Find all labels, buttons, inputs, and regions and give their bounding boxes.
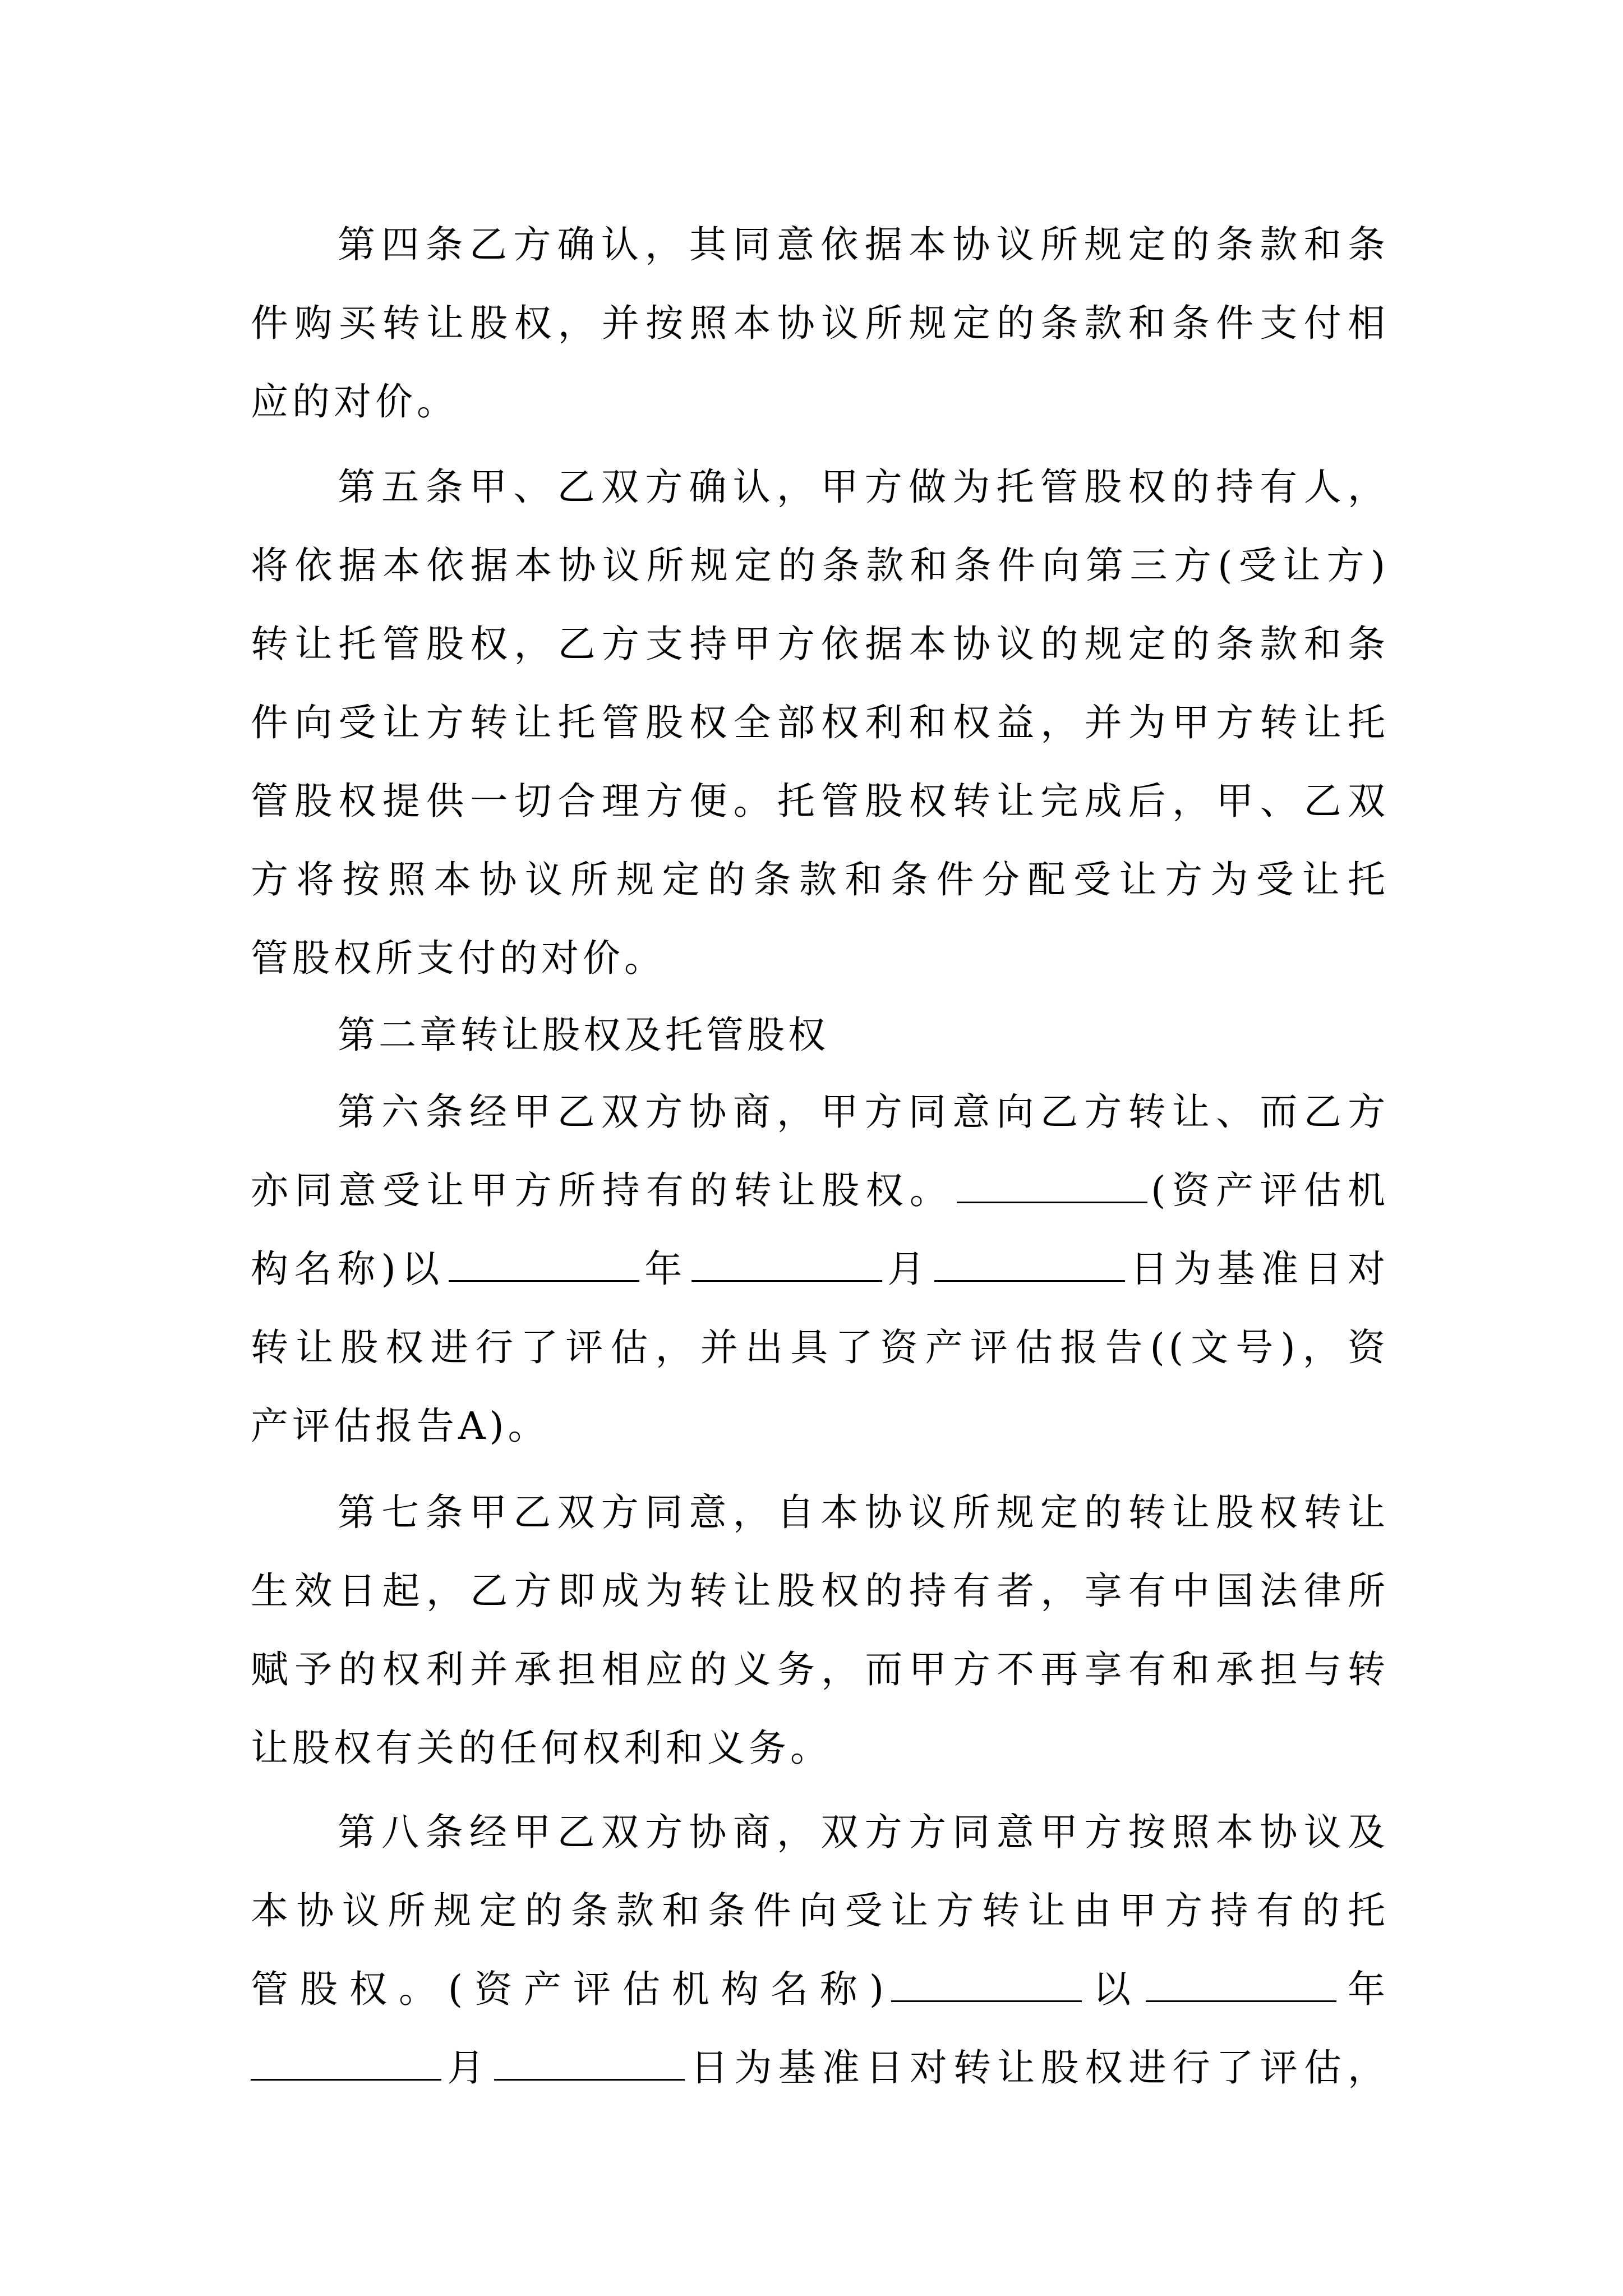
article-8-line-2: 本协议所规定的条款和条件向受让方转让由甲方持有的托 <box>251 1889 1389 1932</box>
day-blank[interactable] <box>934 1248 1125 1282</box>
article-6-line-2 <box>251 1151 1389 1230</box>
article-5-line-6: 方将按照本协议所规定的条款和条件分配受让方为受让托 <box>251 858 1389 901</box>
article-4-line-3: 应的对价。 <box>251 380 458 424</box>
article-8-line-4-text: 日为基准日对转让股权进行了评估， <box>688 2046 1390 2090</box>
article-7-line-3: 赋予的权利并承担相应的义务，而甲方不再享有和承担与转 <box>251 1648 1389 1691</box>
article-6-line-2-text-b: (资产评估机 <box>1151 1168 1390 1212</box>
article-6-line-5: 产评估报告A)。 <box>251 1404 550 1448</box>
asset-evaluator-name-blank[interactable] <box>957 1169 1147 1203</box>
month-blank-2[interactable] <box>251 2046 441 2081</box>
month-blank[interactable] <box>691 1248 882 1282</box>
article-6-line-2-text-a: 亦同意受让甲方所持有的转让股权。 <box>251 1168 954 1212</box>
article-5-line-2: 将依据本依据本协议所规定的条款和条件向第三方(受让方) <box>251 544 1389 587</box>
article-8-line-1: 第八条经甲乙双方协商，双方方同意甲方按照本协议及 <box>338 1810 1389 1854</box>
article-8-line-3-text-b: 以 <box>1085 1967 1143 2011</box>
month-label: 月 <box>885 1247 931 1291</box>
article-8-line-4 <box>251 2028 1389 2107</box>
article-7-line-2: 生效日起，乙方即成为转让股权的持有者，享有中国法律所 <box>251 1569 1389 1613</box>
article-5-line-1: 第五条甲、乙双方确认，甲方做为托管股权的持有人， <box>338 465 1389 509</box>
year-label-2: 年 <box>1340 1967 1390 2011</box>
year-label: 年 <box>642 1247 688 1291</box>
year-blank[interactable] <box>449 1248 639 1282</box>
chapter-2-title: 第二章转让股权及托管股权 <box>338 1013 829 1057</box>
article-8-line-3-text-a: 管股权。(资产评估机构名称) <box>251 1967 888 2011</box>
article-4-line-2: 件购买转让股权，并按照本协议所规定的条款和条件支付相 <box>251 301 1389 345</box>
article-7-line-4: 让股权有关的任何权利和义务。 <box>251 1726 832 1770</box>
article-8-line-3 <box>251 1950 1389 2028</box>
article-5-line-5: 管股权提供一切合理方便。托管股权转让完成后，甲、乙双 <box>251 779 1389 823</box>
article-6-line-3-text-a: 构名称)以 <box>251 1247 445 1291</box>
day-blank-2[interactable] <box>494 2046 685 2081</box>
article-6-line-1: 第六条经甲乙双方协商，甲方同意向乙方转让、而乙方 <box>338 1090 1389 1134</box>
article-5-line-7: 管股权所支付的对价。 <box>251 936 666 980</box>
article-7-line-1: 第七条甲乙双方同意，自本协议所规定的转让股权转让 <box>338 1490 1389 1534</box>
article-5-line-3: 转让托管股权，乙方支持甲方依据本协议的规定的条款和条 <box>251 622 1389 666</box>
month-label-2: 月 <box>445 2046 491 2090</box>
article-4-line-1: 第四条乙方确认，其同意依据本协议所规定的条款和条 <box>338 223 1389 266</box>
article-6-line-3-text-b: 日为基准日对 <box>1128 1247 1390 1291</box>
article-5-line-4: 件向受让方转让托管股权全部权利和权益，并为甲方转让托 <box>251 701 1389 744</box>
asset-evaluator-name-blank-2[interactable] <box>891 1968 1082 2002</box>
year-blank-2[interactable] <box>1146 1968 1336 2002</box>
article-6-line-4: 转让股权进行了评估，并出具了资产评估报告((文号)，资 <box>251 1326 1389 1369</box>
article-6-line-3 <box>251 1230 1389 1308</box>
